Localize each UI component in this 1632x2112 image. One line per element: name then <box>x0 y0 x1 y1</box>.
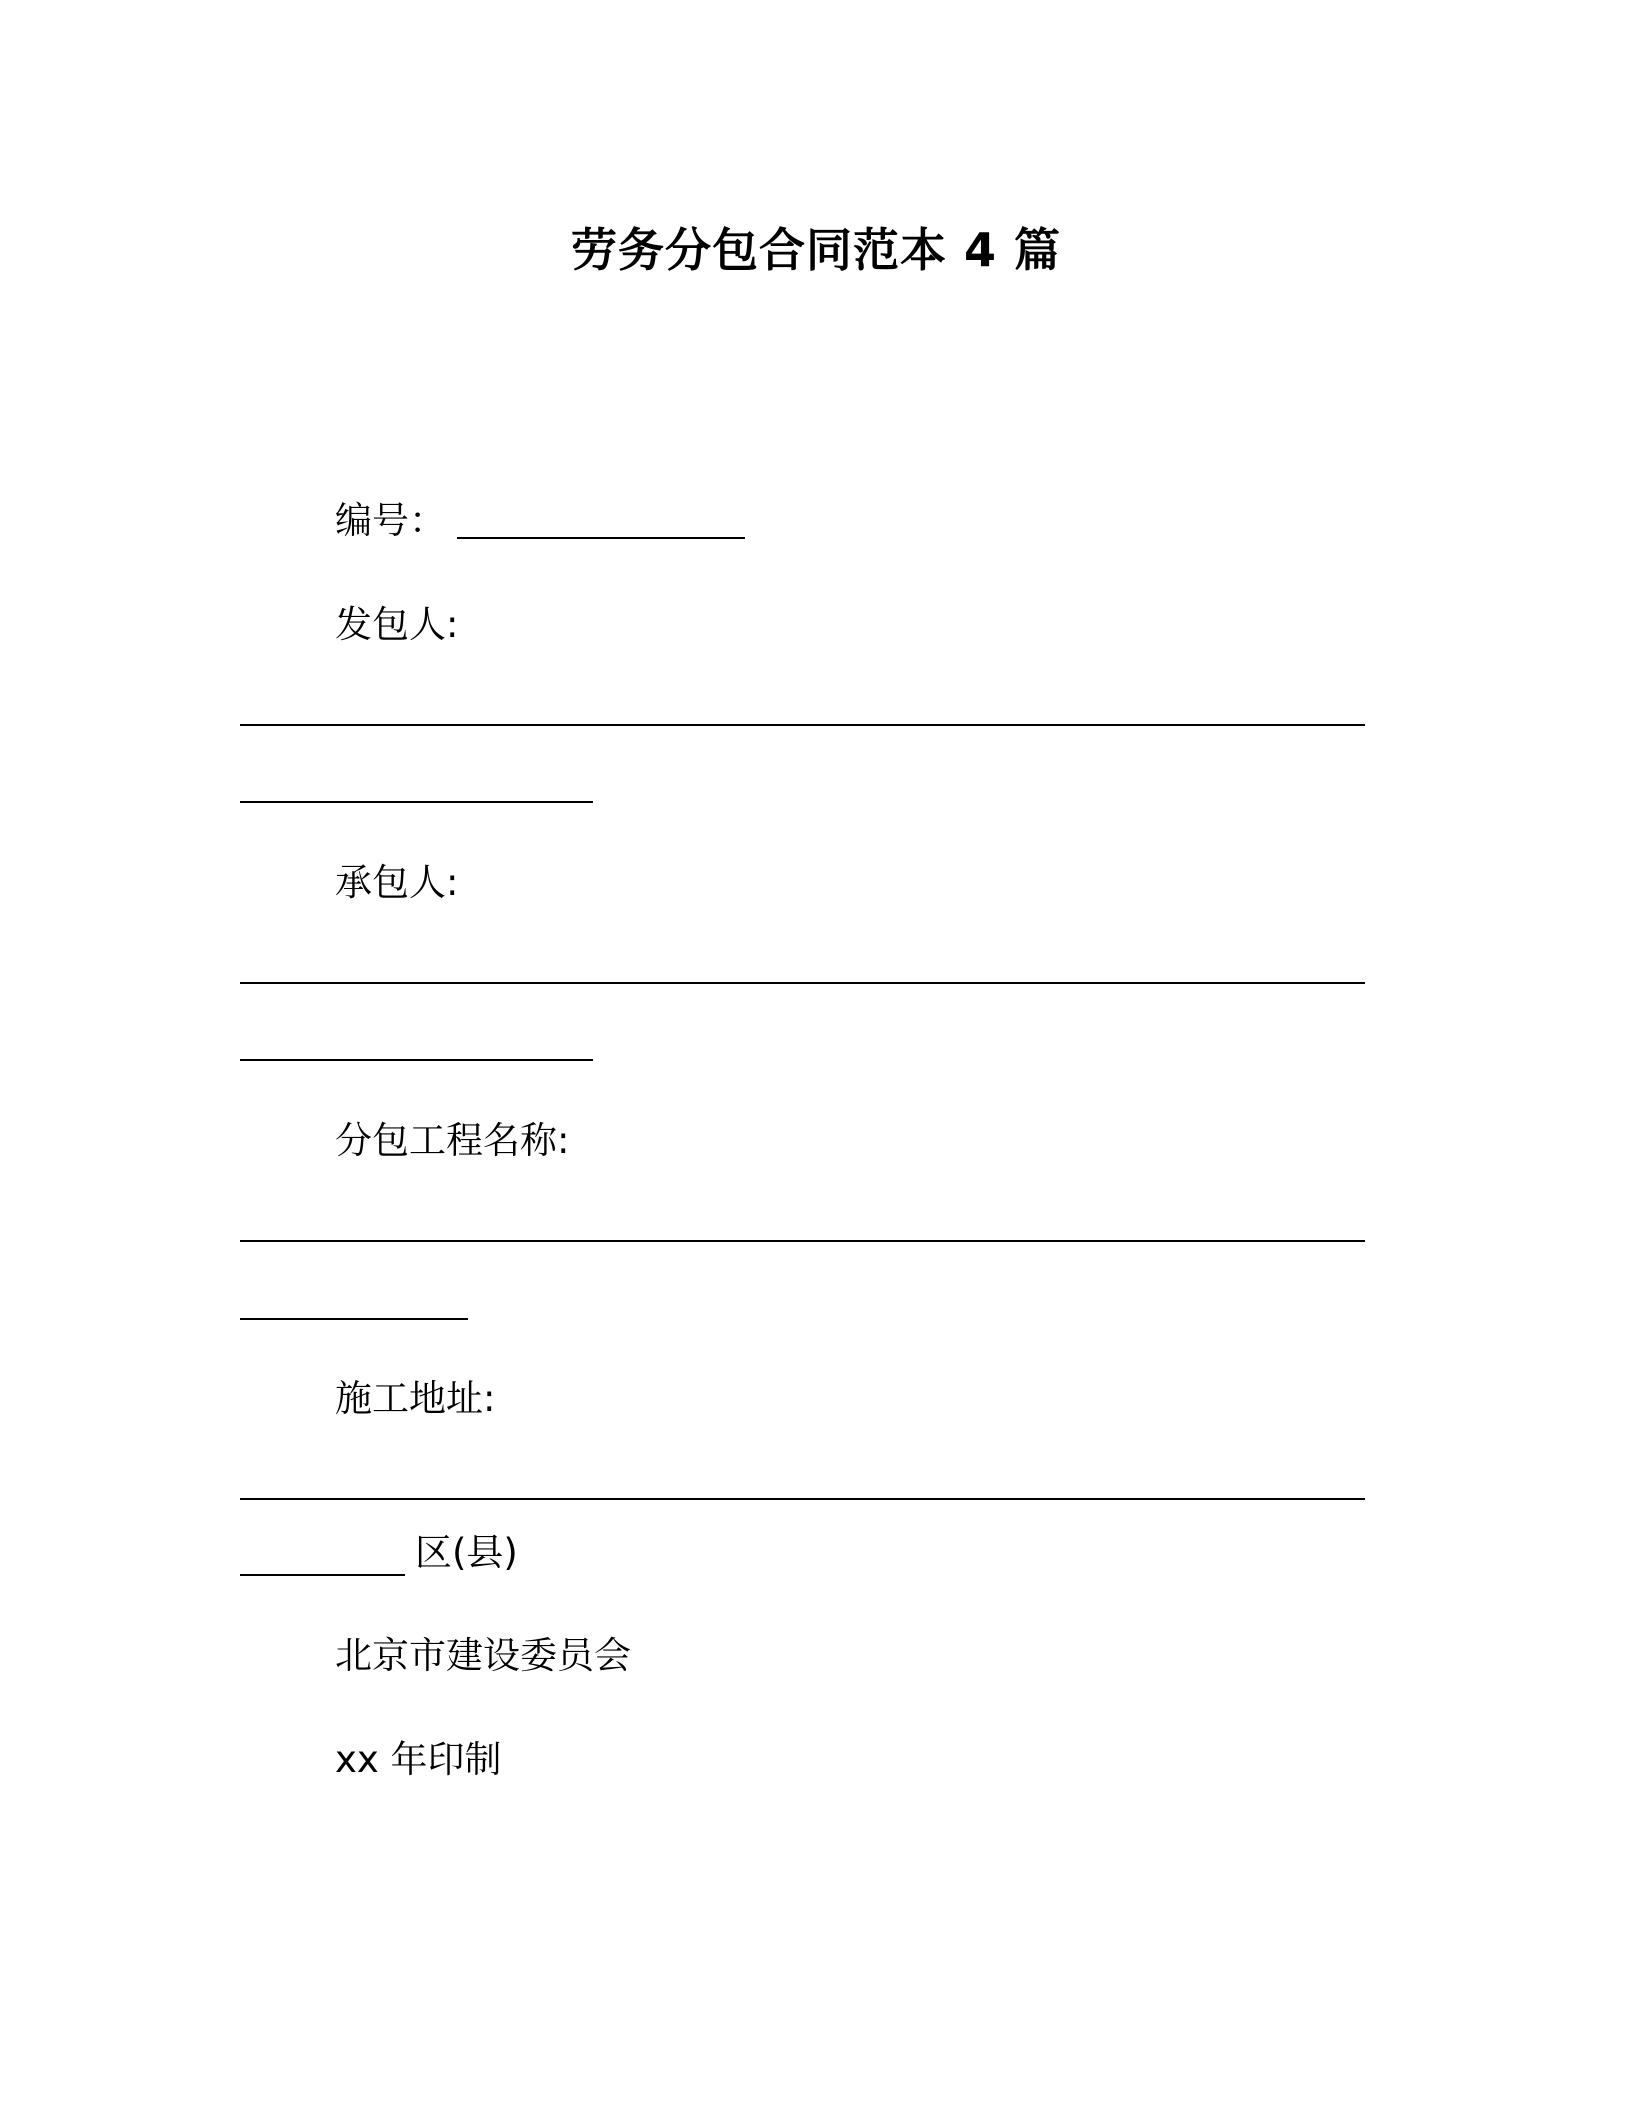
site-address-blank-line-1 <box>240 1498 1365 1500</box>
project-name-label: 分包工程名称: <box>335 1119 570 1162</box>
number-blank-line <box>457 537 745 539</box>
project-name-blank-line-1 <box>240 1240 1365 1242</box>
contractor-label: 承包人: <box>335 861 459 904</box>
employer-label: 发包人: <box>335 603 459 646</box>
contractor-blank-line-2 <box>240 1059 593 1061</box>
number-label: 编号： <box>335 499 446 542</box>
site-address-blank-line-2 <box>240 1574 405 1576</box>
employer-blank-line-2 <box>240 801 593 803</box>
document-title: 劳务分包合同范本 4 篇 <box>570 223 1062 277</box>
district-suffix: 区(县) <box>415 1531 518 1574</box>
employer-blank-line-1 <box>240 724 1365 726</box>
issuer-name: 北京市建设委员会 <box>335 1634 631 1677</box>
contractor-blank-line-1 <box>240 982 1365 984</box>
site-address-label: 施工地址: <box>335 1377 496 1420</box>
project-name-blank-line-2 <box>240 1318 468 1320</box>
print-year: xx 年印制 <box>335 1738 502 1781</box>
